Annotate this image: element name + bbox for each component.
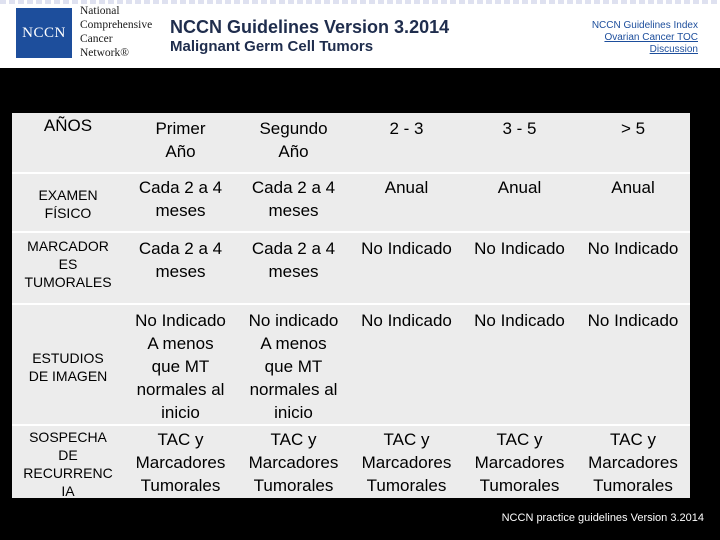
table-cell: No Indicado <box>576 232 690 304</box>
table-cell: TAC y Marcadores Tumorales <box>248 430 339 495</box>
page-subtitle: Malignant Germ Cell Tumors <box>170 38 374 55</box>
table-cell: No Indicado <box>463 232 576 304</box>
table-cell: Anual <box>350 173 463 232</box>
column-header: 2 - 3 <box>350 113 463 173</box>
header-banner <box>0 0 720 68</box>
header-links <box>592 20 698 56</box>
table-row <box>12 425 690 512</box>
column-header: Primer Año <box>124 113 237 173</box>
follow-up-table <box>12 113 690 512</box>
nccn-logo: NCCN <box>16 8 72 58</box>
table-cell: TAC y Marcadores Tumorales <box>474 430 565 495</box>
table-cell: No Indicado <box>576 304 690 425</box>
table-cell: Cada 2 a 4 meses <box>237 232 350 304</box>
row-header: MARCADOR ES TUMORALES <box>12 232 124 304</box>
guidelines-index-link[interactable]: NCCN Guidelines Index <box>591 20 698 31</box>
footer-citation: NCCN practice guidelines Version 3.2014 <box>501 512 704 524</box>
table-cell: Cada 2 a 4 meses <box>237 173 350 232</box>
page-title: NCCN Guidelines Version 3.2014 <box>170 17 450 37</box>
table-cell: No Indicado <box>350 232 463 304</box>
table-cell: No Indicado <box>463 304 576 425</box>
table-cell: Cada 2 a 4 meses <box>124 232 237 304</box>
table-row <box>12 304 690 425</box>
org-line: Network® <box>80 47 129 59</box>
table-cell: TAC y Marcadores Tumorales <box>588 430 678 495</box>
org-line: Comprehensive <box>80 19 153 31</box>
row-header: EXAMEN FÍSICO <box>12 173 124 232</box>
org-line: Cancer <box>80 33 113 45</box>
org-line: National <box>80 5 120 17</box>
column-header: Segundo Año <box>237 113 350 173</box>
discussion-link[interactable]: Discussion <box>649 44 698 55</box>
column-header: > 5 <box>576 113 690 173</box>
row-header: SOSPECHA DE RECURRENC IA <box>23 429 113 499</box>
table-cell: TAC y Marcadores Tumorales <box>361 430 452 495</box>
table-row <box>12 232 690 304</box>
table-cell: No Indicado <box>350 304 463 425</box>
table-cell: No Indicado A menos que MT normales al inicio <box>124 304 237 425</box>
table-cell: Anual <box>576 173 690 232</box>
row-header: ESTUDIOS DE IMAGEN <box>12 304 124 425</box>
column-header: 3 - 5 <box>463 113 576 173</box>
table-cell: Cada 2 a 4 meses <box>124 173 237 232</box>
table-cell: No indicado A menos que MT normales al inicio <box>237 304 350 425</box>
table-header-row <box>12 113 690 173</box>
table-cell: Anual <box>463 173 576 232</box>
column-header: AÑOS <box>12 113 124 173</box>
ovarian-toc-link[interactable]: Ovarian Cancer TOC <box>604 32 698 43</box>
table-row <box>12 173 690 232</box>
org-name <box>80 4 162 60</box>
table-cell: TAC y Marcadores Tumorales <box>135 430 226 495</box>
